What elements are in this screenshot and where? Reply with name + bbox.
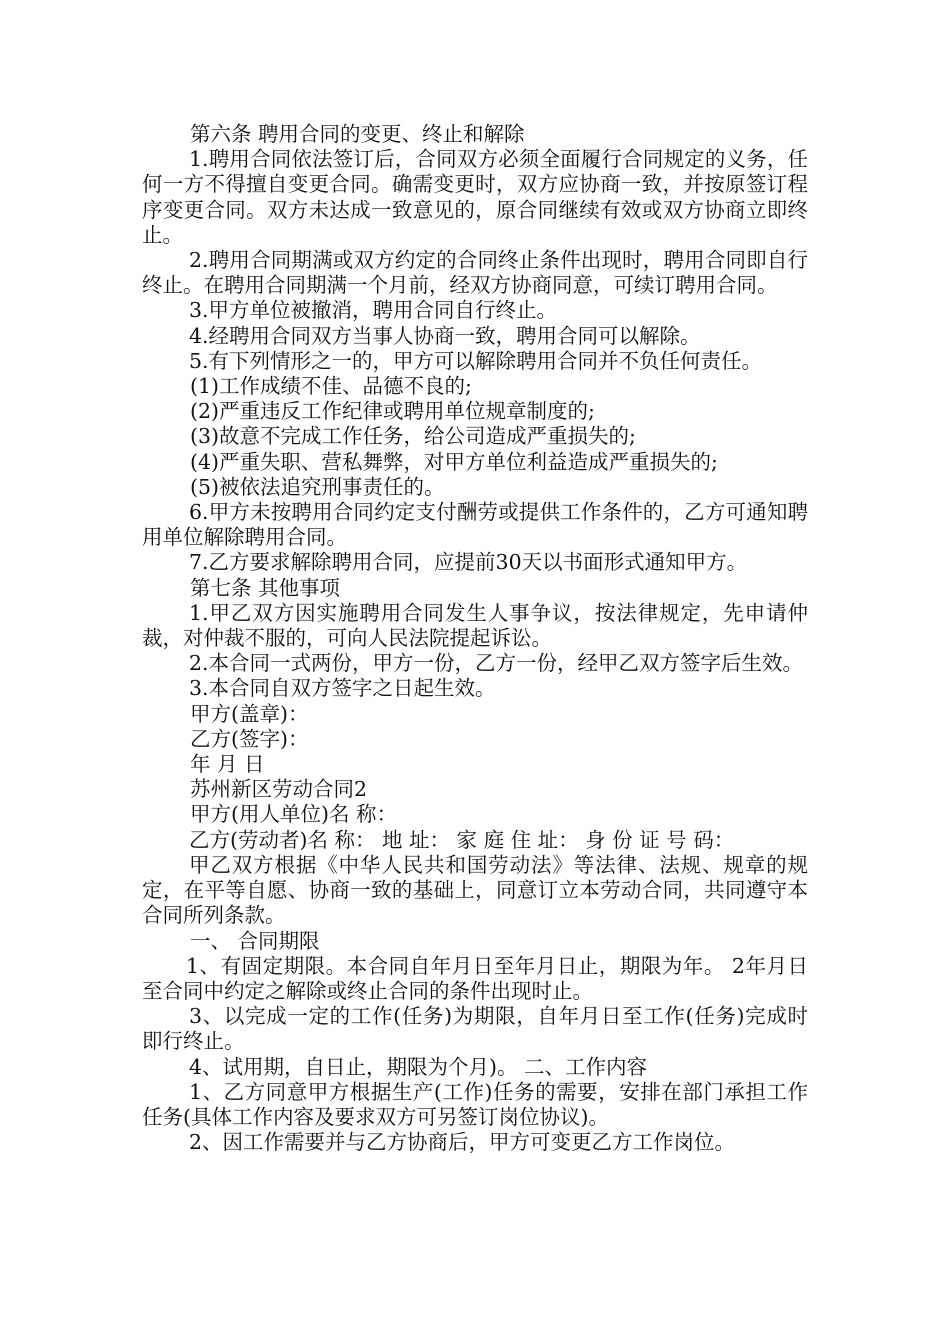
article-6-clause-7: 7.乙方要求解除聘用合同，应提前30天以书面形式通知甲方。 [189,550,748,575]
contract-preamble: 甲乙双方根据《中华人民共和国劳动法》等法律、法规、规章的规定，在平等自愿、协商一致的基础上，同意订立本劳动合同，共同遵守本合同所列条款。 [142,852,808,928]
article-7-clause-2: 2.本合同一式两份，甲方一份，乙方一份，经甲乙双方签字后生效。 [189,651,804,676]
article-6-clause-5: 5.有下列情形之一的，甲方可以解除聘用合同并不负任何责任。 [189,348,763,373]
article-7-clause-1: 1.甲乙双方因实施聘用合同发生人事争议，按法律规定，先申请仲裁，对仲裁不服的，可向人民法院提起诉讼。 [142,600,808,651]
document-page [142,122,808,1155]
article-6-clause-3: 3.甲方单位被撤消，聘用合同自行终止。 [189,298,558,323]
party-a-seal-line: 甲方(盖章)： [190,701,309,726]
clause-5-item-1: (1)工作成绩不佳、品德不良的; [190,374,472,399]
section-1-heading: 一、 合同期限 [190,928,320,953]
article-7-heading: 第七条 其他事项 [190,575,341,600]
work-content-clause-1: 1、乙方同意甲方根据生产(工作)任务的需要，安排在部门承担工作任务(具体工作内容及要求双方可另签订岗位协议)。 [142,1079,808,1129]
clause-5-item-2: (2)严重违反工作纪律或聘用单位规章制度的; [190,399,595,424]
term-clause-3: 3、以完成一定的工作(任务)为期限，自年月日至工作(任务)完成时即行终止。 [142,1004,808,1054]
article-6-heading: 第六条 聘用合同的变更、终止和解除 [190,122,525,146]
article-6-clause-1: 1.聘用合同依法签订后，合同双方必须全面履行合同规定的义务，任何一方不得擅自变更合同。确需变更时，双方应协商一致，并按原签订程序变更合同。双方未达成一致意见的，原合同继续有效或双方协商立即终止。 [142,147,808,247]
term-clause-1: 1、有固定期限。本合同自年月日至年月日止，期限为年。 2年月日至合同中约定之解除或终止合同的条件出现时止。 [142,953,808,1003]
employee-info-line: 乙方(劳动者)名 称： 地 址： 家 庭 住 址： 身 份 证 号 码： [189,827,735,852]
clause-5-item-5: (5)被依法追究刑事责任的。 [190,474,445,499]
date-line: 年 月 日 [190,752,265,777]
work-content-clause-2: 2、因工作需要并与乙方协商后，甲方可变更乙方工作岗位。 [189,1130,736,1155]
article-6-clause-2: 2.聘用合同期满或双方约定的合同终止条件出现时，聘用合同即自行终止。在聘用合同期满一个月前，经双方协商同意，可续订聘用合同。 [142,248,808,298]
article-6-clause-4: 4.经聘用合同双方当事人协商一致，聘用合同可以解除。 [189,323,701,348]
article-7-clause-3: 3.本合同自双方签字之日起生效。 [189,676,496,701]
clause-5-item-4: (4)严重失职、营私舞弊，对甲方单位利益造成严重损失的; [190,449,718,474]
clause-5-item-3: (3)故意不完成工作任务，给公司造成严重损失的; [190,424,636,449]
employer-name-line: 甲方(用人单位)名 称： [190,802,398,827]
article-6-clause-6: 6.甲方未按聘用合同约定支付酬劳或提供工作条件的，乙方可通知聘用单位解除聘用合同。 [142,500,808,550]
second-contract-title: 苏州新区劳动合同2 [190,777,368,802]
probation-clause: 4、试用期，自日止，期限为个月)。 二、工作内容 [189,1054,648,1079]
party-b-signature-line: 乙方(签字)： [190,726,309,751]
